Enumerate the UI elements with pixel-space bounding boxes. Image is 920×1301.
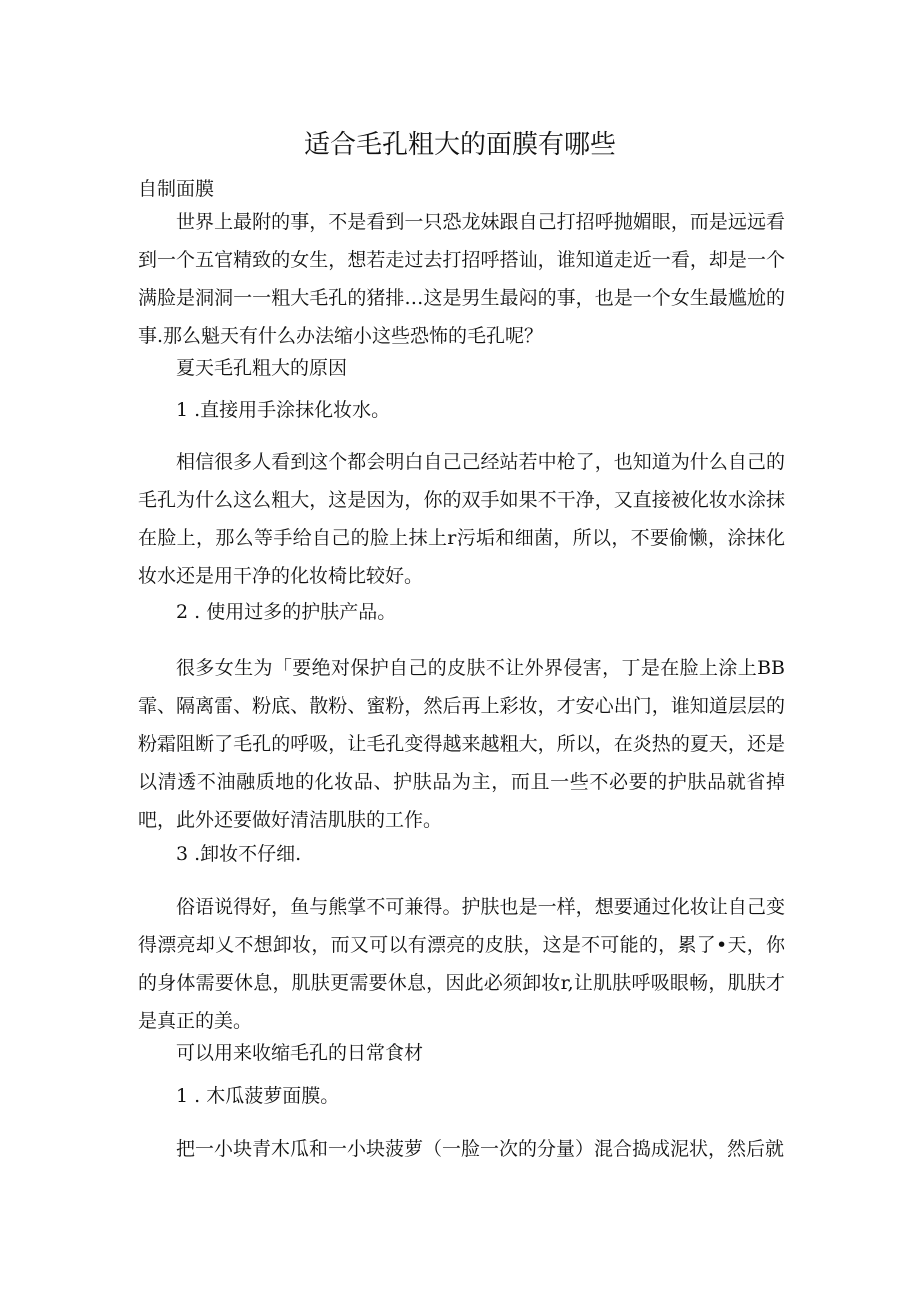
cause-2-label: 2 . 使用过多的护肤产品。 [176,601,397,623]
food-1-paragraph: 把一小块青木瓜和一小块菠萝（一脸一次的分量）混合捣成泥状，然后就 [176,1138,785,1160]
cause-3-paragraph: 俗语说得好，鱼与熊掌不可兼得。护肤也是一样，想要通过化妆让自己变得漂亮却乂不想卸妆，而又可以有漂亮的皮肤，这是不可能的，累了•天，你的身体需要休息，肌肤更需要休息，因此必须卸妆r,让肌肤呼吸眼畅，肌肤才是真正的美。 [138,896,785,1032]
cause-1-paragraph: 相信很多人看到这个都会明白自己己经站若中枪了，也知道为什么自己的毛孔为什么这么粗大，这是因为，你的双手如果不干净，又直接被化妆水涂抹在脸上，那么等手给自己的脸上抹上r污垢和细菌，所以，不要偷懒，涂抹化妆水还是用干净的化妆椅比较好。 [138,451,785,587]
cause-2-paragraph: 很多女生为「要绝对保护自己的皮肤不让外界侵害，丁是在脸上涂上BB霏、隔离雷、粉底、散粉、蜜粉，然后再上彩妆，才安心出门，谁知道层层的粉霜阻断了毛孔的呼吸，让毛孔变得越来越粗大，所以，在炎热的夏天，还是以清透不油融质地的化妆品、护肤品为主，而且一些不必要的护肤品就省掉吧，此外还要做好清洁肌肤的工作。 [138,657,785,831]
cause-1-label: 1 .直接用手涂抹化妆水。 [176,399,391,421]
cause-3-label: 3 .卸妆不仔细. [176,843,302,865]
intro-paragraph: 世界上最附的事，不是看到一只恐龙妹跟自己打招呼抛媚眼，而是远远看到一个五官精致的女生，想若走过去打招呼搭讪，谁知道走近一看，却是一个满脸是洞洞一一粗大毛孔的猪排…这是男生最闷的事，也是一个女生最尴尬的事.那么魁天有什么办法缩小这些恐怖的毛孔呢？ [138,211,785,347]
section-heading: 自制面膜 [138,178,215,200]
foods-heading: 可以用来收缩毛孔的日常食材 [176,1042,424,1064]
food-1-label: 1 . 木瓜菠萝面膜。 [176,1085,340,1107]
causes-heading: 夏天毛孔粗大的原因 [176,357,348,379]
document-title: 适合毛孔粗大的面膜有哪些 [303,130,616,160]
